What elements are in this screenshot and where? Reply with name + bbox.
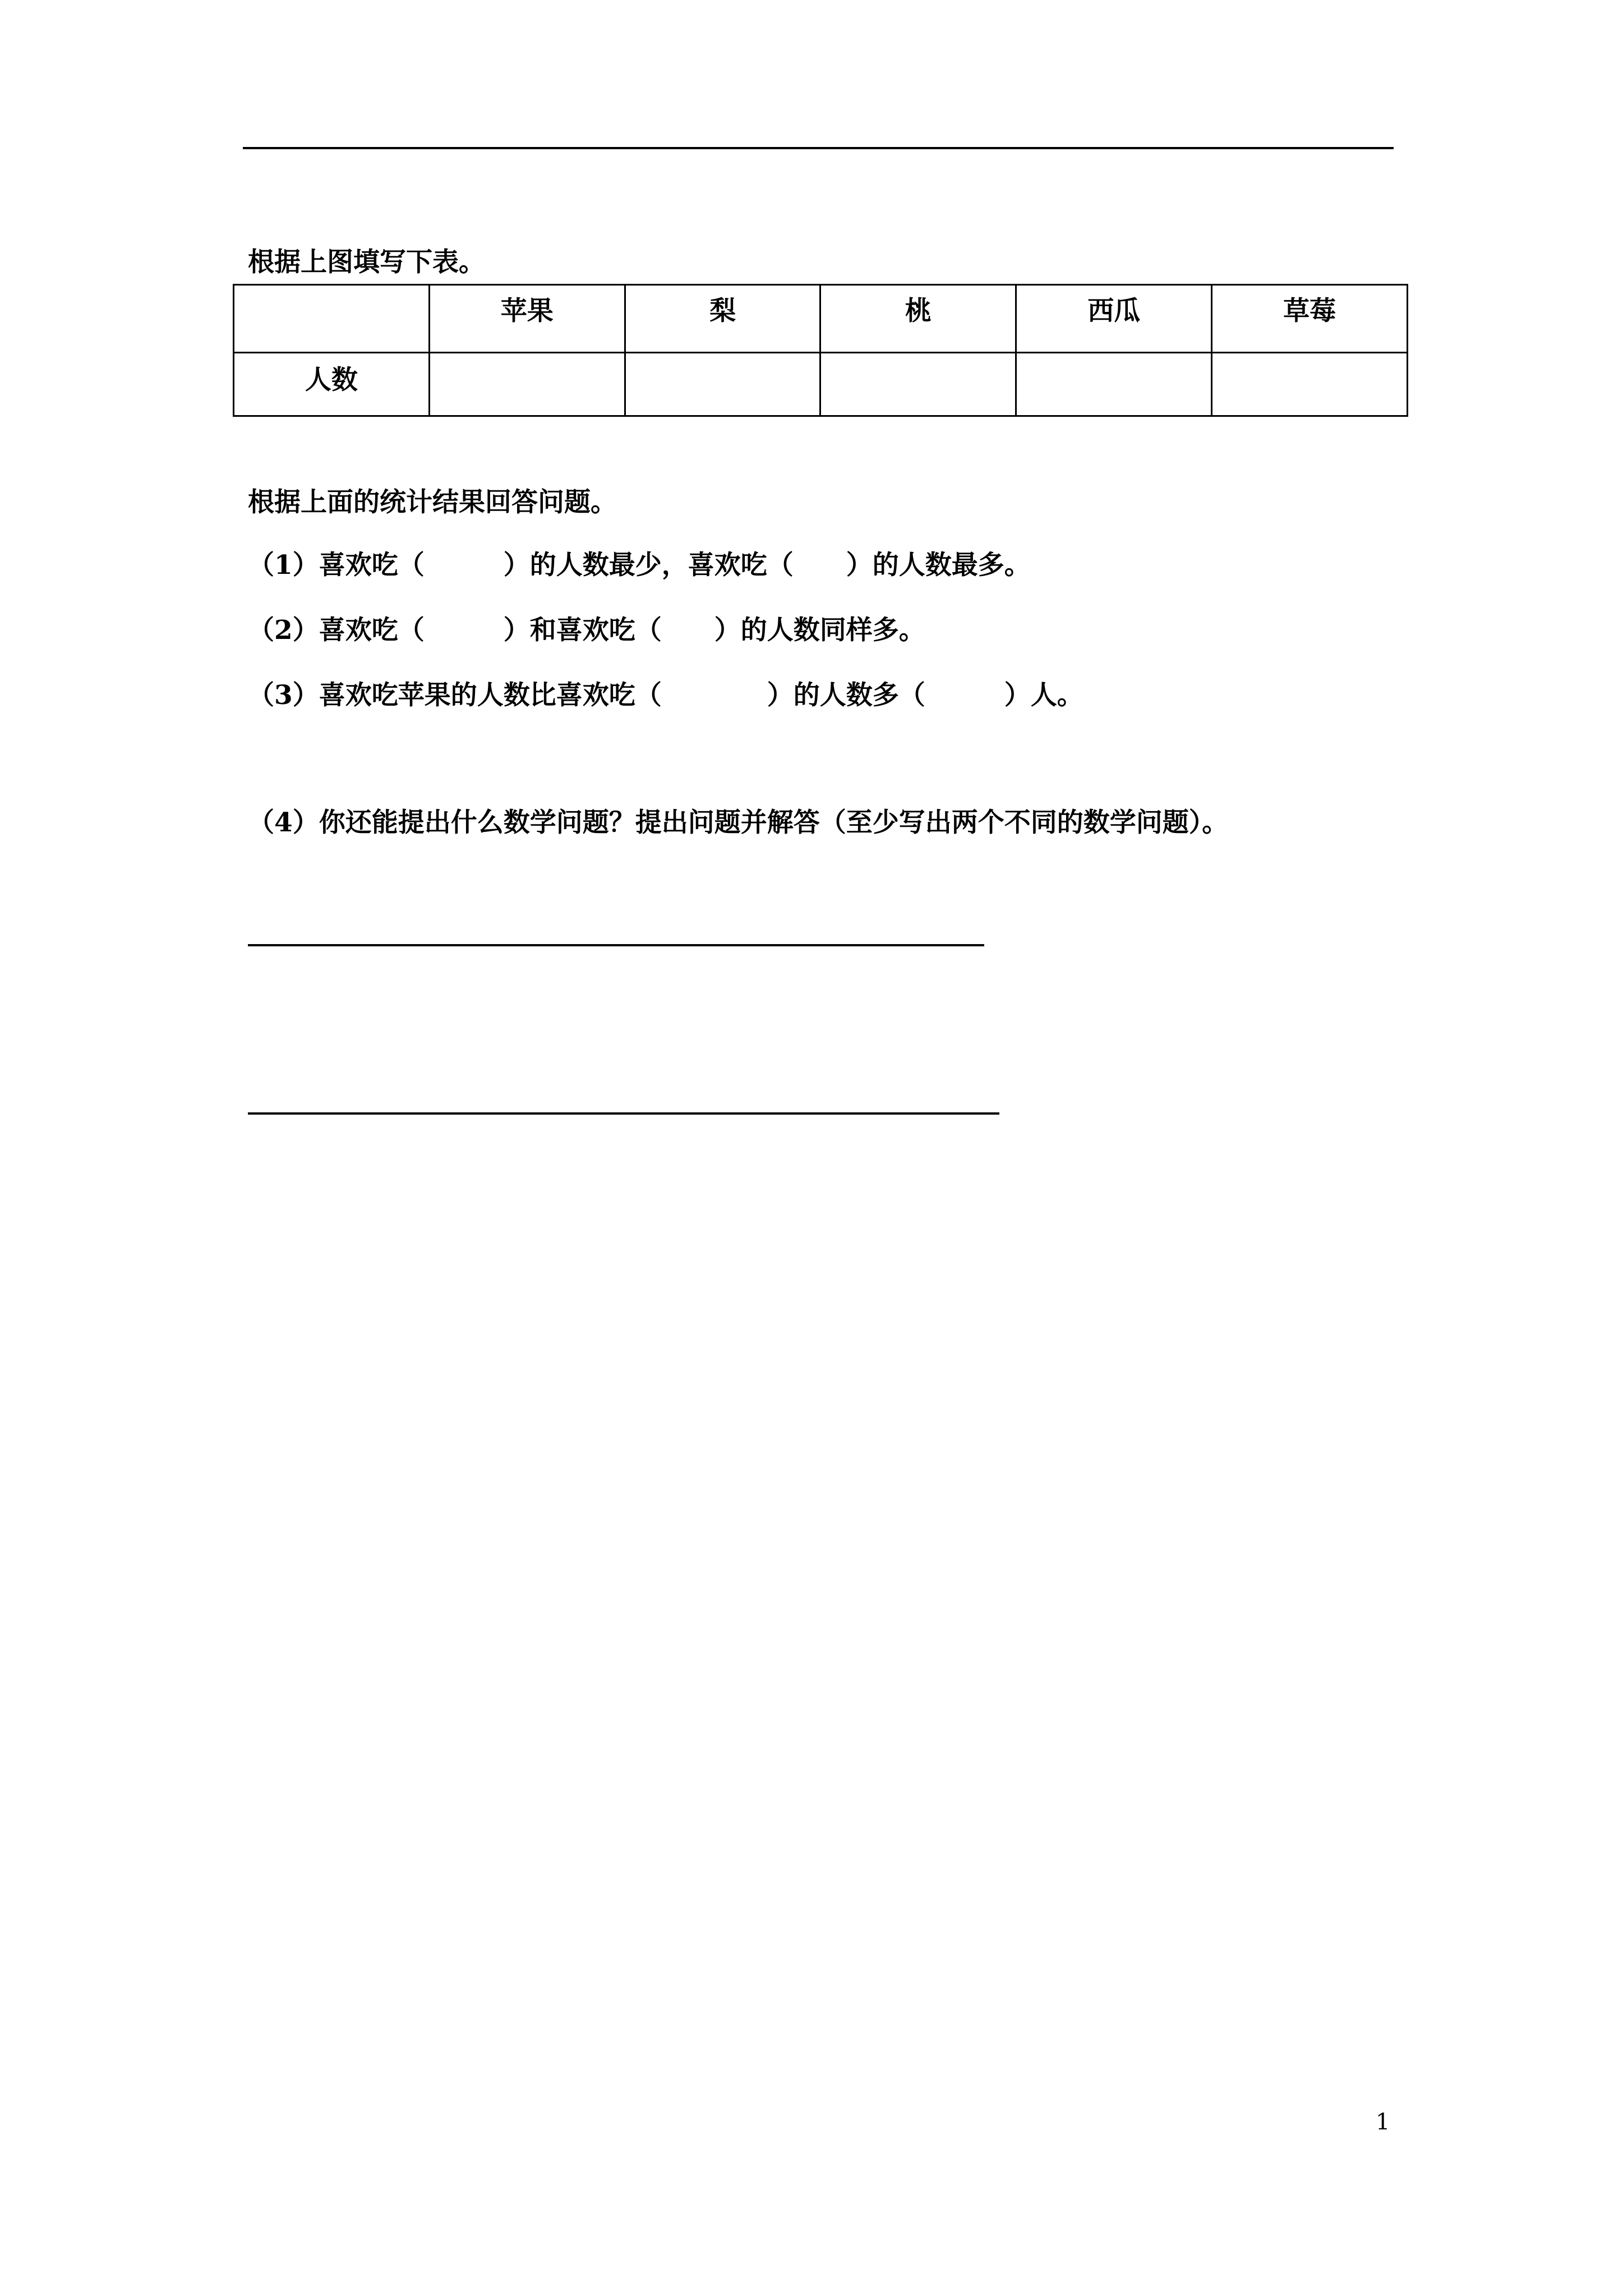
column-header-strawberry: 草莓 [1212,285,1408,353]
question-1: （1）喜欢吃（ ）的人数最少，喜欢吃（ ）的人数最多。 [248,550,1031,581]
question-3: （3）喜欢吃苹果的人数比喜欢吃（ ）的人数多（ ）人。 [248,680,1083,711]
table-instruction: 根据上图填写下表。 [248,247,485,278]
answer-line-1[interactable] [248,944,984,946]
table-count-row [234,353,1408,416]
count-cell-apple[interactable] [429,353,625,416]
answer-line-2[interactable] [248,1112,999,1115]
question-4: （4）你还能提出什么数学问题？提出问题并解答（至少写出两个不同的数学问题）。 [248,807,1229,838]
column-header-peach: 桃 [820,285,1016,353]
header-rule [243,147,1394,149]
count-cell-peach[interactable] [820,353,1016,416]
column-header-apple: 苹果 [429,285,625,353]
page-number: 1 [1376,2109,1390,2135]
questions-instruction: 根据上面的统计结果回答问题。 [248,487,617,518]
table-corner-cell [234,285,430,353]
column-header-pear: 梨 [625,285,820,353]
fruit-count-table [233,284,1408,417]
count-cell-watermelon[interactable] [1016,353,1212,416]
table-header-row [234,285,1408,353]
count-cell-strawberry[interactable] [1212,353,1408,416]
row-label-count: 人数 [234,353,430,416]
count-cell-pear[interactable] [625,353,820,416]
column-header-watermelon: 西瓜 [1016,285,1212,353]
question-2: （2）喜欢吃（ ）和喜欢吃（ ）的人数同样多。 [248,615,925,646]
